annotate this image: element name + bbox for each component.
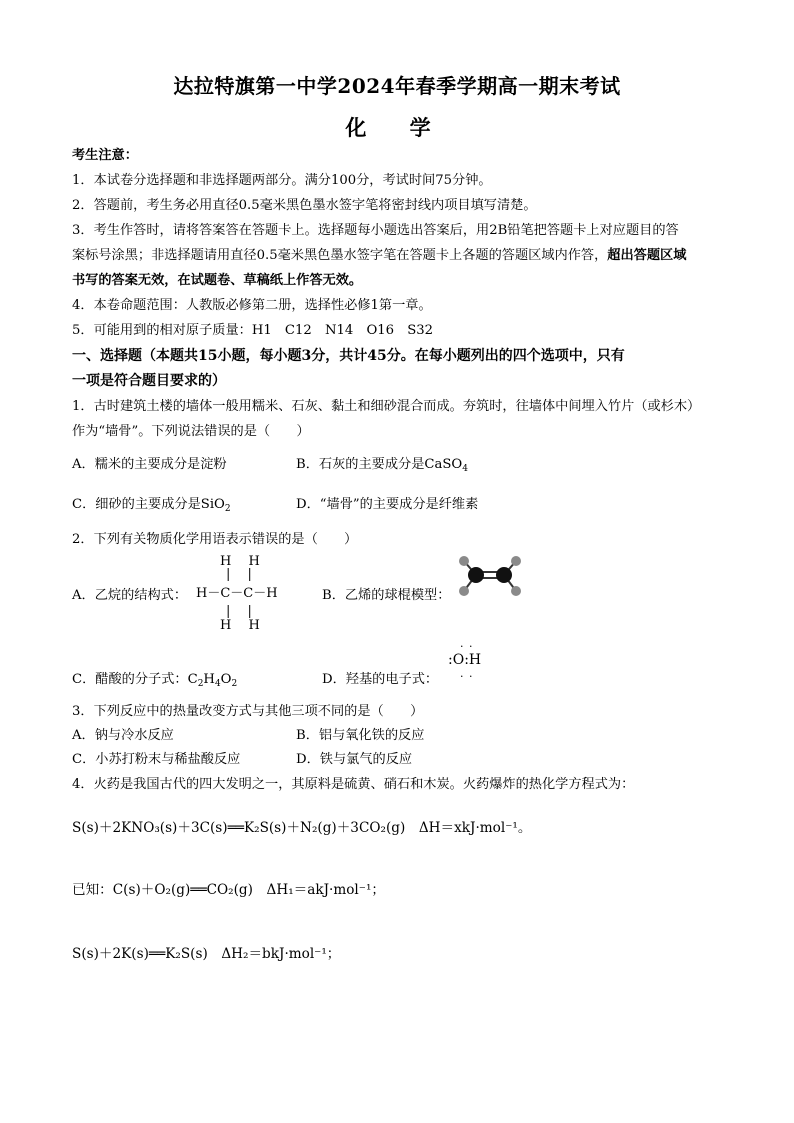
q2-c-formula-o: O bbox=[220, 672, 232, 687]
q4-equation-known-1-text: C(s)＋O₂(g)══CO₂(g) ΔH₁＝akJ·mol⁻¹； bbox=[112, 882, 385, 898]
ethane-main-chain: H－C－C－H bbox=[196, 586, 278, 601]
q1-option-c bbox=[72, 495, 231, 519]
q1-option-d: D．“墙骨”的主要成分是纤维素 bbox=[296, 497, 479, 512]
q1-option-b bbox=[296, 455, 468, 479]
notice-item-3b bbox=[72, 246, 686, 266]
hydroxyl-dots-top: · · bbox=[460, 640, 474, 653]
exam-title: 达拉特旗第一中学2024年春季学期高一期末考试 bbox=[173, 74, 621, 98]
q3-option-d: D．铁与氯气的反应 bbox=[296, 752, 413, 767]
q4-equation-main: S(s)＋2KNO₃(s)＋3C(s)══K₂S(s)＋N₂(g)＋3CO₂(g) ΔH＝xkJ·mol⁻¹。 bbox=[72, 820, 532, 836]
ethane-bottom-h: H H bbox=[220, 618, 260, 633]
q2-c-sub2: 4 bbox=[214, 679, 221, 689]
notice-item-3b-text: 案标号涂黑；非选择题请用直径0.5毫米黑色墨水签字笔在答题卡上各题的答题区域内作答， bbox=[72, 248, 608, 263]
q2-option-d-label: D．羟基的电子式： bbox=[322, 672, 439, 687]
ethane-bond-top: | | bbox=[226, 567, 252, 582]
hydroxyl-dots-bottom: · · bbox=[460, 670, 474, 683]
ethane-bond-bottom: | | bbox=[226, 604, 252, 619]
notice-heading: 考生注意： bbox=[72, 148, 138, 163]
notice-item-4: 4．本卷命题范围：人教版必修第二册，选择性必修1第一章。 bbox=[72, 298, 432, 313]
notice-item-3a: 3．考生作答时，请将答案答在答题卡上。选择题每小题选出答案后，用2B铅笔把答题卡上对应题目的答 bbox=[72, 223, 679, 238]
q2-c-sub1: 2 bbox=[197, 679, 204, 689]
notice-item-2: 2．答题前，考生务必用直径0.5毫米黑色墨水签字笔将密封线内项目填写清楚。 bbox=[72, 198, 537, 213]
q2-option-b-label: B．乙烯的球棍模型： bbox=[322, 588, 451, 603]
q1-option-c-text: C．细砂的主要成分是 bbox=[72, 497, 201, 512]
q1-option-b-text: B．石灰的主要成分是 bbox=[296, 457, 425, 472]
q3-option-c: C．小苏打粉末与稀盐酸反应 bbox=[72, 752, 241, 767]
section1-heading-line2: 一项是符合题目要求的） bbox=[72, 373, 226, 389]
ethylene-ball-stick-model bbox=[456, 553, 522, 599]
q4-stem: 4．火药是我国古代的四大发明之一，其原料是硫黄、硝石和木炭。火药爆炸的热化学方程式为： bbox=[72, 777, 635, 792]
q4-equation-known-2: S(s)＋2K(s)══K₂S(s) ΔH₂＝bkJ·mol⁻¹； bbox=[72, 946, 341, 962]
q3-option-a: A．钠与冷水反应 bbox=[72, 728, 174, 743]
notice-bold-a: 超出答题区域 bbox=[607, 248, 687, 263]
q2-option-c bbox=[72, 670, 237, 694]
notice-item-5: 5．可能用到的相对原子质量：H1 C12 N14 O16 S32 bbox=[72, 323, 434, 338]
q4-known-prefix: 已知： bbox=[72, 882, 113, 898]
q2-c-formula-h: H bbox=[203, 672, 215, 687]
section1-heading-line1: 一、选择题（本题共15小题，每小题3分，共计45分。在每小题列出的四个选项中，只有 bbox=[72, 348, 625, 364]
q1-option-a: A．糯米的主要成分是淀粉 bbox=[72, 457, 227, 472]
q2-c-formula-c: C bbox=[187, 672, 198, 687]
q2-option-c-label: C．醋酸的分子式： bbox=[72, 672, 188, 687]
q1-stem-line1: 1．古时建筑土楼的墙体一般用糯米、石灰、黏土和细砂混合而成。夯筑时，往墙体中间埋入竹片（或杉木） bbox=[72, 399, 701, 414]
q1-option-c-sub: 2 bbox=[224, 504, 231, 514]
hydroxyl-electron-formula: :O:H bbox=[448, 652, 482, 668]
ethane-top-h: H H bbox=[220, 554, 260, 569]
notice-item-3c: 书写的答案无效，在试题卷、草稿纸上作答无效。 bbox=[72, 273, 363, 288]
q3-stem: 3．下列反应中的热量改变方式与其他三项不同的是（ ） bbox=[72, 704, 424, 719]
q1-stem-line2: 作为“墙骨”。下列说法错误的是（ ） bbox=[72, 424, 310, 439]
q1-option-b-formula: CaSO bbox=[424, 457, 463, 472]
notice-item-1: 1．本试卷分选择题和非选择题两部分。满分100分，考试时间75分钟。 bbox=[72, 173, 492, 188]
q2-stem: 2．下列有关物质化学用语表示错误的是（ ） bbox=[72, 532, 358, 547]
subject-title: 化 学 bbox=[345, 115, 449, 140]
q1-option-c-formula: SiO bbox=[200, 497, 225, 512]
q3-option-b: B．铝与氧化铁的反应 bbox=[296, 728, 425, 743]
q2-option-a-label: A．乙烷的结构式： bbox=[72, 588, 188, 603]
q1-option-b-sub: 4 bbox=[462, 464, 468, 474]
ethane-structure bbox=[196, 554, 306, 634]
q4-equation-known-1 bbox=[72, 880, 385, 900]
q2-c-sub3: 2 bbox=[231, 679, 238, 689]
